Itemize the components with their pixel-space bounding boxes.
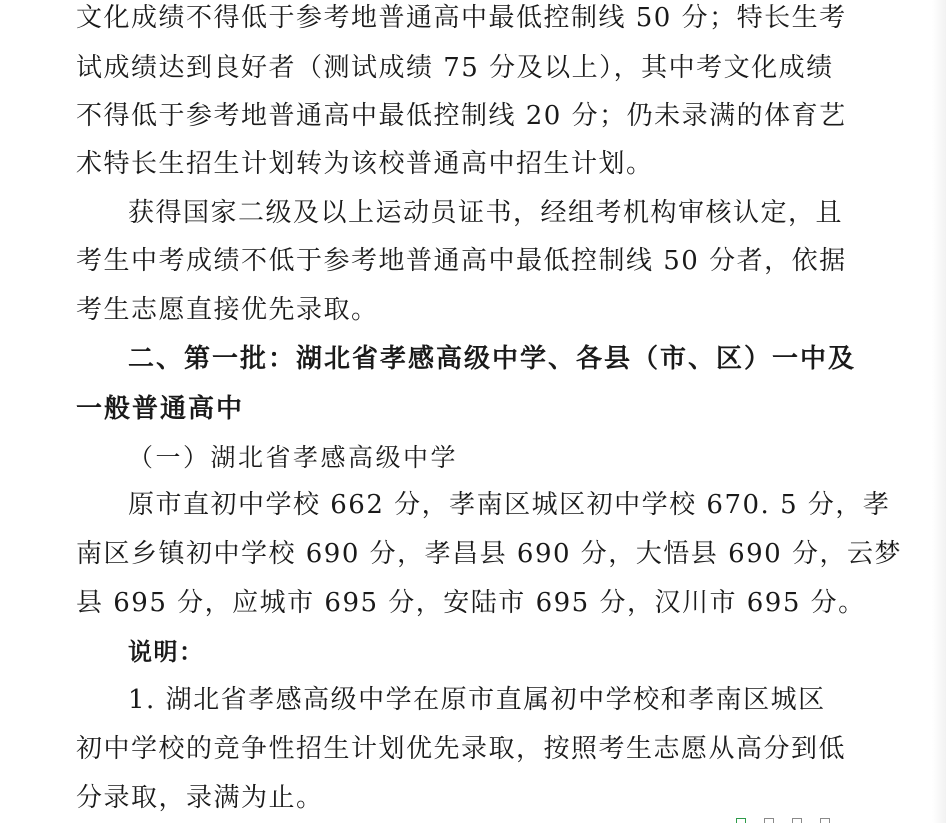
sub-heading: （一）湖北省孝感高级中学 [128, 443, 459, 472]
status-bar [730, 817, 946, 823]
section-heading: 二、第一批：湖北省孝感高级中学、各县（市、区）一中及 [128, 344, 857, 374]
paragraph-line: 考生中考成绩不低于参考地普通高中最低控制线 50 分者，依据 [76, 246, 847, 276]
note-line: 分录取，录满为止。 [76, 783, 324, 813]
paragraph-line: 文化成绩不得低于参考地普通高中最低控制线 50 分；特长生考 [76, 3, 847, 33]
page-edge-shadow [932, 0, 946, 823]
document-icon[interactable] [792, 818, 802, 823]
note-line: 初中学校的竞争性招生计划优先录取，按照考生志愿从高分到低 [76, 734, 847, 764]
section-heading-continuation: 一般普通高中 [76, 394, 245, 424]
paragraph-line: 不得低于参考地普通高中最低控制线 20 分；仍未录满的体育艺 [76, 101, 847, 131]
paragraph-line: 考生志愿直接优先录取。 [76, 295, 379, 325]
note-label: 说明： [128, 638, 205, 666]
paragraph-line: 试成绩达到良好者（测试成绩 75 分及以上），其中考文化成绩 [76, 53, 834, 83]
paragraph-line: 获得国家二级及以上运动员证书，经组考机构审核认定，且 [128, 198, 844, 228]
note-line: 1. 湖北省孝感高级中学在原市直属初中学校和孝南区城区 [128, 685, 826, 715]
heart-icon[interactable] [820, 818, 830, 823]
layout-icon[interactable] [736, 818, 746, 823]
shield-icon[interactable] [764, 818, 774, 823]
scores-line: 县 695 分，应城市 695 分，安陆市 695 分，汉川市 695 分。 [76, 588, 866, 618]
scores-line: 南区乡镇初中学校 690 分，孝昌县 690 分，大悟县 690 分，云梦 [76, 539, 902, 569]
scores-line: 原市直初中学校 662 分，孝南区城区初中学校 670. 5 分，孝 [128, 490, 891, 520]
paragraph-line: 术特长生招生计划转为该校普通高中招生计划。 [76, 149, 654, 179]
